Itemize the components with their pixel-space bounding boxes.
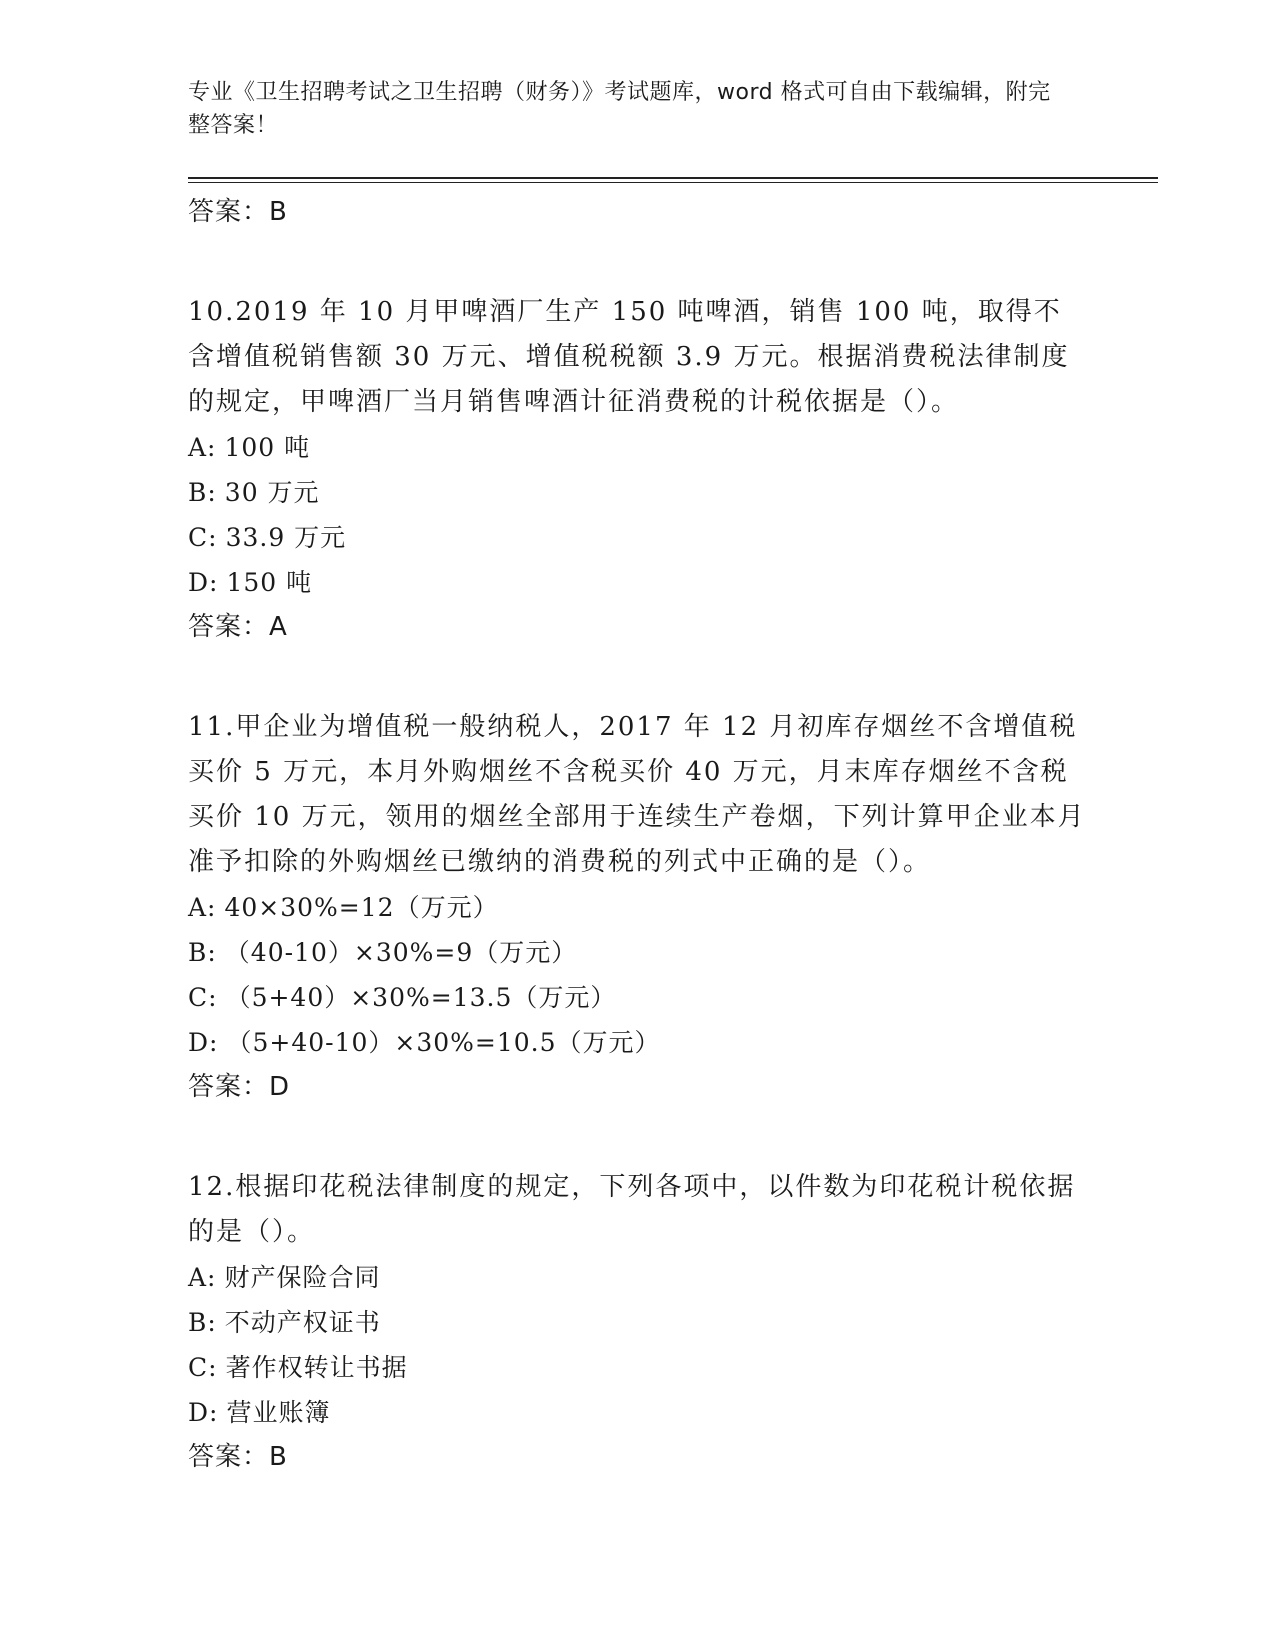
option-label: D: (188, 1028, 219, 1057)
option-label: B: (188, 938, 217, 967)
option-text: 33.9 万元 (225, 523, 347, 552)
option-b (188, 1300, 1088, 1345)
option-label: A: (188, 893, 217, 922)
answer-label: 答案：B (188, 1442, 288, 1472)
question-11 (188, 705, 1088, 1109)
option-b (188, 930, 1088, 975)
question-10 (188, 290, 1088, 649)
option-label: C: (188, 1353, 218, 1382)
option-text: 著作权转让书据 (225, 1353, 408, 1382)
option-text: 营业账簿 (226, 1398, 331, 1427)
header-divider-thin (188, 182, 1158, 183)
option-text: 30 万元 (224, 478, 320, 507)
question-text: 11.甲企业为增值税一般纳税人，2017 年 12 月初库存烟丝不含增值税买价 5 万元，本月外购烟丝不含税买价 40 万元，月末库存烟丝不含税买价 10 万元，领用的烟丝全部用于连续生产卷烟，下列计算甲企业本月准予扣除的外购烟丝已缴纳的消费税的列式中正确的是（）。 (188, 712, 1086, 877)
option-c (188, 975, 1088, 1020)
option-a (188, 425, 1088, 470)
option-text: （40-10）×30%=9（万元） (224, 938, 578, 967)
option-text: 财产保险合同 (224, 1263, 381, 1292)
answer-label: 答案：B (188, 197, 288, 227)
answer-label: 答案：D (188, 1072, 291, 1102)
option-label: C: (188, 983, 218, 1012)
question-text: 12.根据印花税法律制度的规定，下列各项中，以件数为印花税计税依据的是（）。 (188, 1172, 1076, 1247)
option-label: A: (188, 433, 217, 462)
option-label: A: (188, 1263, 217, 1292)
option-label: B: (188, 1308, 217, 1337)
option-label: C: (188, 523, 218, 552)
option-a (188, 885, 1088, 930)
option-label: D: (188, 1398, 219, 1427)
option-text: （5+40-10）×30%=10.5（万元） (226, 1028, 661, 1057)
question-text: 10.2019 年 10 月甲啤酒厂生产 150 吨啤酒，销售 100 吨，取得不含增值税销售额 30 万元、增值税税额 3.9 万元。根据消费税法律制度的规定，甲啤酒厂当月销售啤酒计征消费税的计税依据是（）。 (188, 297, 1070, 417)
option-text: 100 吨 (224, 433, 311, 462)
option-d (188, 560, 1088, 605)
option-d (188, 1390, 1088, 1435)
option-a (188, 1255, 1088, 1300)
header-divider (188, 177, 1158, 179)
question-12 (188, 1165, 1088, 1479)
option-c (188, 515, 1088, 560)
option-label: D: (188, 568, 219, 597)
question-list (188, 190, 1088, 1479)
answer-label: 答案：A (188, 612, 288, 642)
option-label: B: (188, 478, 217, 507)
option-c (188, 1345, 1088, 1390)
option-text: 40×30%=12（万元） (224, 893, 499, 922)
option-b (188, 470, 1088, 515)
option-text: 不动产权证书 (224, 1308, 381, 1337)
option-text: 150 吨 (226, 568, 313, 597)
document-header: 专业《卫生招聘考试之卫生招聘（财务）》考试题库，word 格式可自由下载编辑，附完整答案！ (188, 80, 1051, 138)
option-d (188, 1020, 1088, 1065)
option-text: （5+40）×30%=13.5（万元） (225, 983, 617, 1012)
